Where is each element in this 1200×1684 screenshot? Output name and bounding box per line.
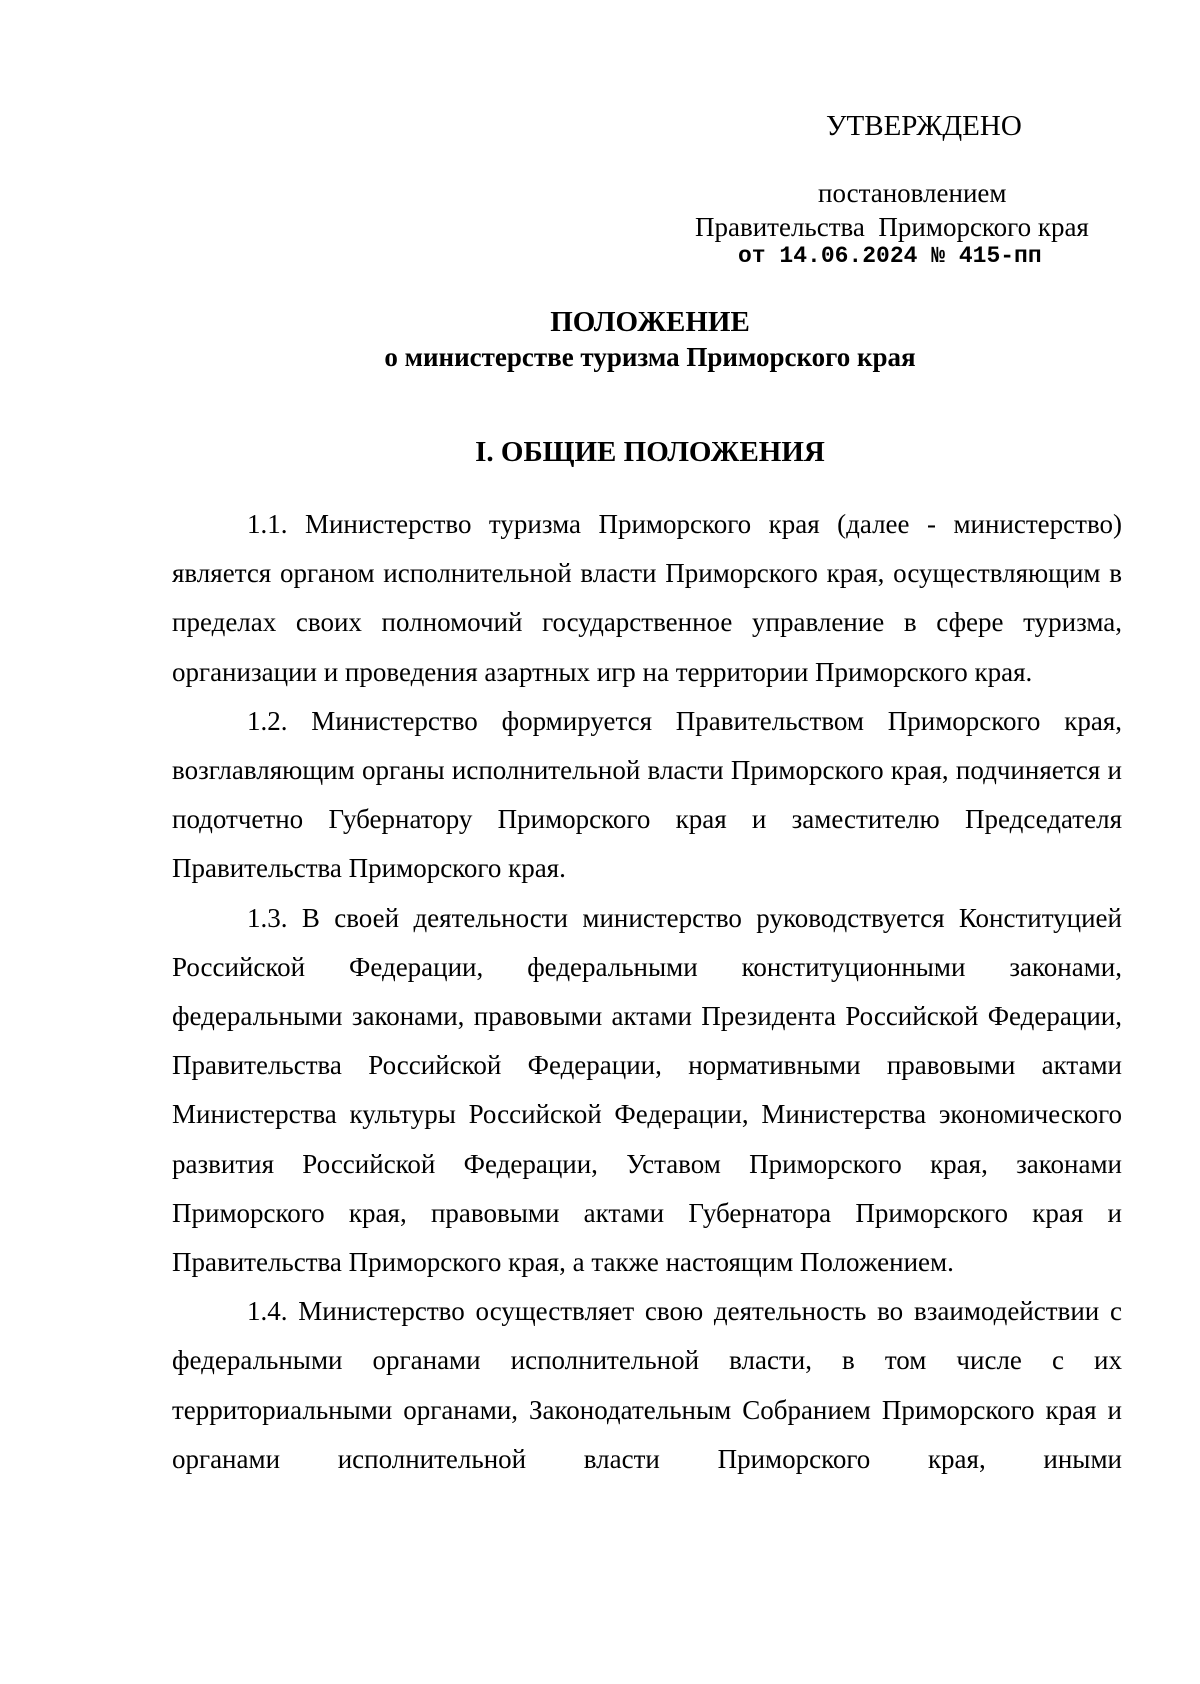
paragraph-1-1: 1.1. Министерство туризма Приморского края (далее - министерство) является органом исполнительной власти Приморского края, осуществляющим в пределах своих полномочий государственное управление в сфере туризма, организации и проведения азартных игр на территории Приморского края. [172,509,1122,687]
approval-line-government: Правительства Приморского края [695,212,1089,242]
section-heading: I. ОБЩИЕ ПОЛОЖЕНИЯ [475,436,825,468]
approval-stamp-title: УТВЕРЖДЕНО [826,110,1022,142]
document-subtitle: о министерстве туризма Приморского края [384,342,916,372]
approval-line-date-number: от 14.06.2024 № 415-пп [738,243,1042,269]
paragraph-1-2: 1.2. Министерство формируется Правительством Приморского края, возглавляющим органы исполнительной власти Приморского края, подчиняется и подотчетно Губернатору Приморского края и заместителю Председателя Правительства Приморского края. [172,705,1122,884]
document-body [172,500,1122,1484]
document-title: ПОЛОЖЕНИЕ [550,306,750,338]
paragraph-1-4: 1.4. Министерство осуществляет свою деятельность во взаимодействии с федеральными органами исполнительной власти, в том числе с их территориальными органами, Законодательным Собранием Приморского края и органами исполнительной власти Приморского края, иными [172,1296,1122,1474]
paragraph-1-3: 1.3. В своей деятельности министерство руководствуется Конституцией Российской Федерации, федеральными конституционными законами, федеральными законами, правовыми актами Президента Российской Федерации, Правительства Российской Федерации, нормативными правовыми актами Министерства культуры Российской Федерации, Министерства экономического развития Российской Федерации, Уставом Приморского края, законами Приморского края, правовыми актами Губернатора Приморского края и Правительства Приморского края, а также настоящим Положением. [172,902,1122,1278]
approval-line-resolution: постановлением [818,178,1007,208]
